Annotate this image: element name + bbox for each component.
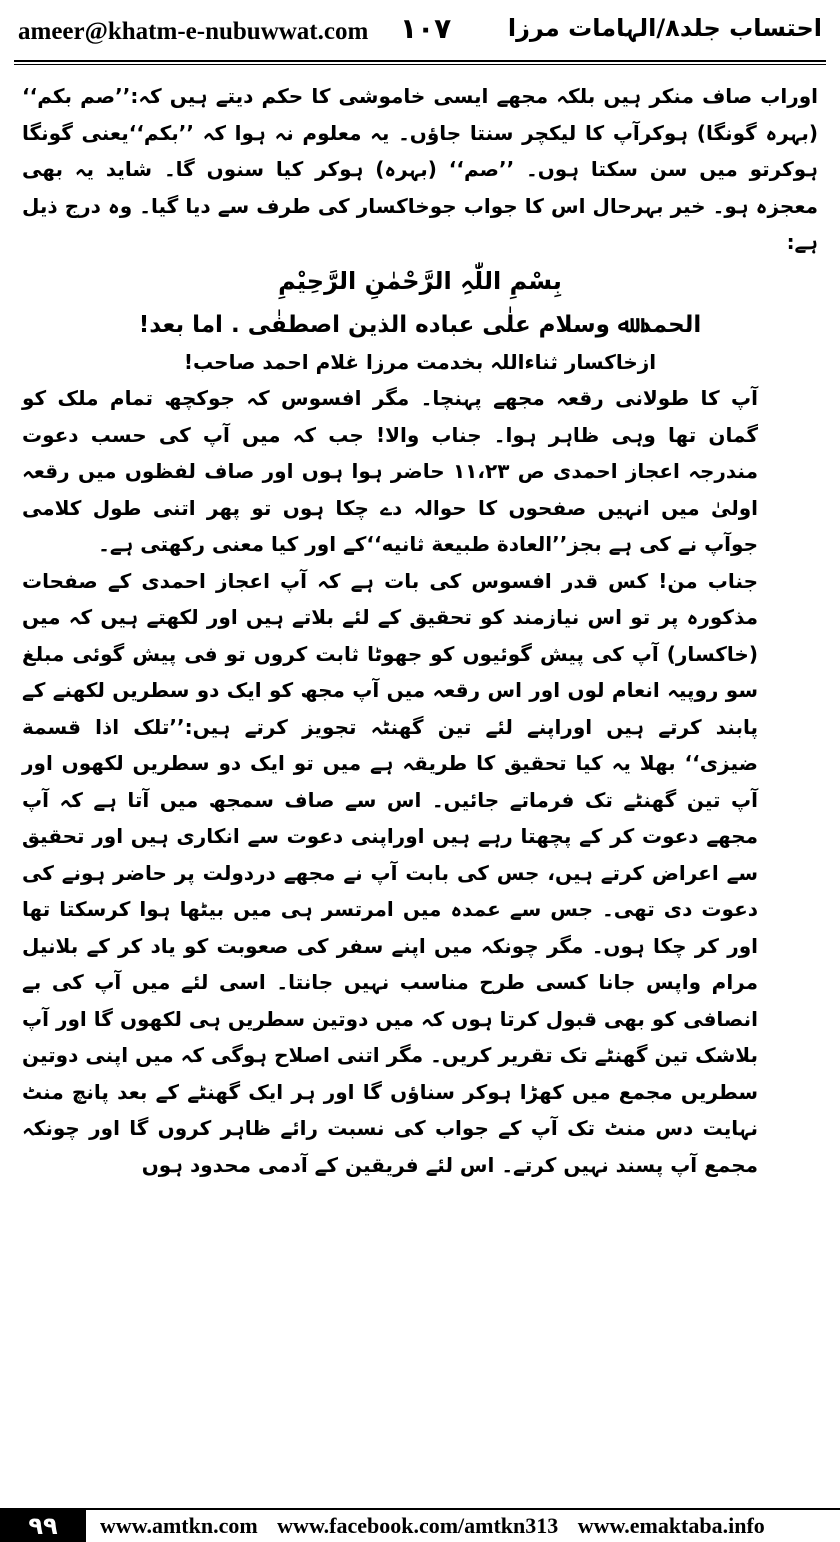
page-header [0, 0, 840, 56]
basmala: بِسْمِ اللّٰہِ الرَّحْمٰنِ الرَّحِیْمِ [278, 266, 562, 295]
salutation: ازخاکسار ثناءاللہ بخدمت مرزا غلام احمد صاحب! [183, 349, 657, 374]
header-divider [14, 60, 826, 65]
footer-links [100, 1513, 832, 1539]
paragraph-2: آپ کا طولانی رقعہ مجھے پہنچا۔ مگر افسوس کہ جوکچھ تمام ملک کو گمان تھا وہی ظاہر ہوا۔ جناب والا! جب کہ میں آپ کی حسب دعوت مندرجہ اعجاز احمدی ص ۱۱،۲۳ حاضر ہوا ہوں اور صاف لفظوں میں رقعہ اولیٰ میں انہیں صفحوں کا حوالہ دے چکا ہوں تو پھر اتنی طول کلامی جوآپ نے کی ہے بجز’’العادة طبیعة ثانیه‘‘کے اور کیا معنی رکھتی ہے۔ [22, 386, 758, 556]
paragraph-1: اوراب صاف منکر ہیں بلکہ مجھے ایسی خاموشی کا حکم دیتے ہیں کہ:’’صم بکم‘‘ (بہرہ گونگا) ہوکرآپ کا لیکچر سنتا جاؤں۔ یہ معلوم نہ ہوا کہ ’’بکم‘‘یعنی گونگا ہوکرتو میں سن سکتا ہوں۔ ’’صم‘‘ (بہرہ) ہوکر کیا سنوں گا۔ شاید یہ بھی معجزہ ہو۔ خیر بہرحال اس کا جواب جوخاکسار کی طرف سے دیا گیا۔ وہ درج ذیل ہے: [22, 84, 818, 254]
page-footer [0, 1508, 840, 1542]
footer-link-facebook[interactable]: www.facebook.com/amtkn313 [277, 1513, 559, 1538]
page-body [22, 78, 818, 1183]
header-email[interactable]: ameer@khatm-e-nubuwwat.com [18, 18, 369, 45]
paragraph-3: جناب من! کس قدر افسوس کی بات ہے کہ آپ اعجاز احمدی کے صفحات مذکورہ پر تو اس نیازمند کو تحقیق کے لئے بلاتے ہیں اور لکھتے ہیں کہ میں (خاکسار) آپ کی پیش گوئیوں کو جھوٹا ثابت کروں تو فی پیش گوئی مبلغ سو روپیہ انعام لوں اور اس رقعہ میں آپ مجھ کو ایک دو سطریں لکھنے کے پابند کرتے ہیں اوراپنے لئے تین گھنٹہ تجویز کرتے ہیں:’’تلک اذا قسمة ضیزی‘‘ بھلا یہ کیا تحقیق کا طریقہ ہے میں تو ایک دو سطریں لکھوں اور آپ تین گھنٹے تک فرماتے جائیں۔ اس سے صاف سمجھ میں آتا ہے کہ آپ مجھے دعوت کر کے پچھتا رہے ہیں اوراپنی دعوت سے انکاری ہیں اور تحقیق سے اعراض کرتے ہیں، جس کی بابت آپ نے مجھے دردولت پر حاضر ہونے کی دعوت دی تھی۔ جس سے عمدہ میں امرتسر ہی میں بیٹھا ہوا کرسکتا تھا اور کر چکا ہوں۔ مگر چونکہ میں اپنے سفر کی صعوبت کو یاد کر کے بلانیل مرام واپس جانا کسی طرح مناسب نہیں جانتا۔ اسی لئے میں آپ کی بے انصافی کو بھی قبول کرتا ہوں کہ میں دوتین سطریں ہی لکھوں گا اور آپ بلاشک تین گھنٹے تک تقریر کریں۔ مگر اتنی اصلاح ہوگی کہ میں اپنی دوتین سطریں مجمع میں کھڑا ہوکر سناؤں گا اور ہر ایک گھنٹے کے بعد پانچ منٹ نہایت دس منٹ تک آپ کے جواب کی نسبت رائے ظاہر کروں گا اور چونکہ مجمع آپ پسند نہیں کرتے۔ اس لئے فریقین کے آدمی محدود ہوں [22, 568, 758, 1177]
footer-link-emaktaba[interactable]: www.emaktaba.info [577, 1513, 765, 1538]
arabic-greeting: الحمد ﷲ وسلام علٰی عباده الذین اصطفٰی . اما بعد! [138, 312, 702, 338]
footer-link-amtkn[interactable]: www.amtkn.com [100, 1513, 258, 1538]
footer-page-number: ۹۹ [0, 1510, 86, 1542]
header-title: احتساب جلد۸/الہامات مرزا [507, 14, 822, 42]
header-page-number: ۱۰۷ [400, 12, 452, 45]
